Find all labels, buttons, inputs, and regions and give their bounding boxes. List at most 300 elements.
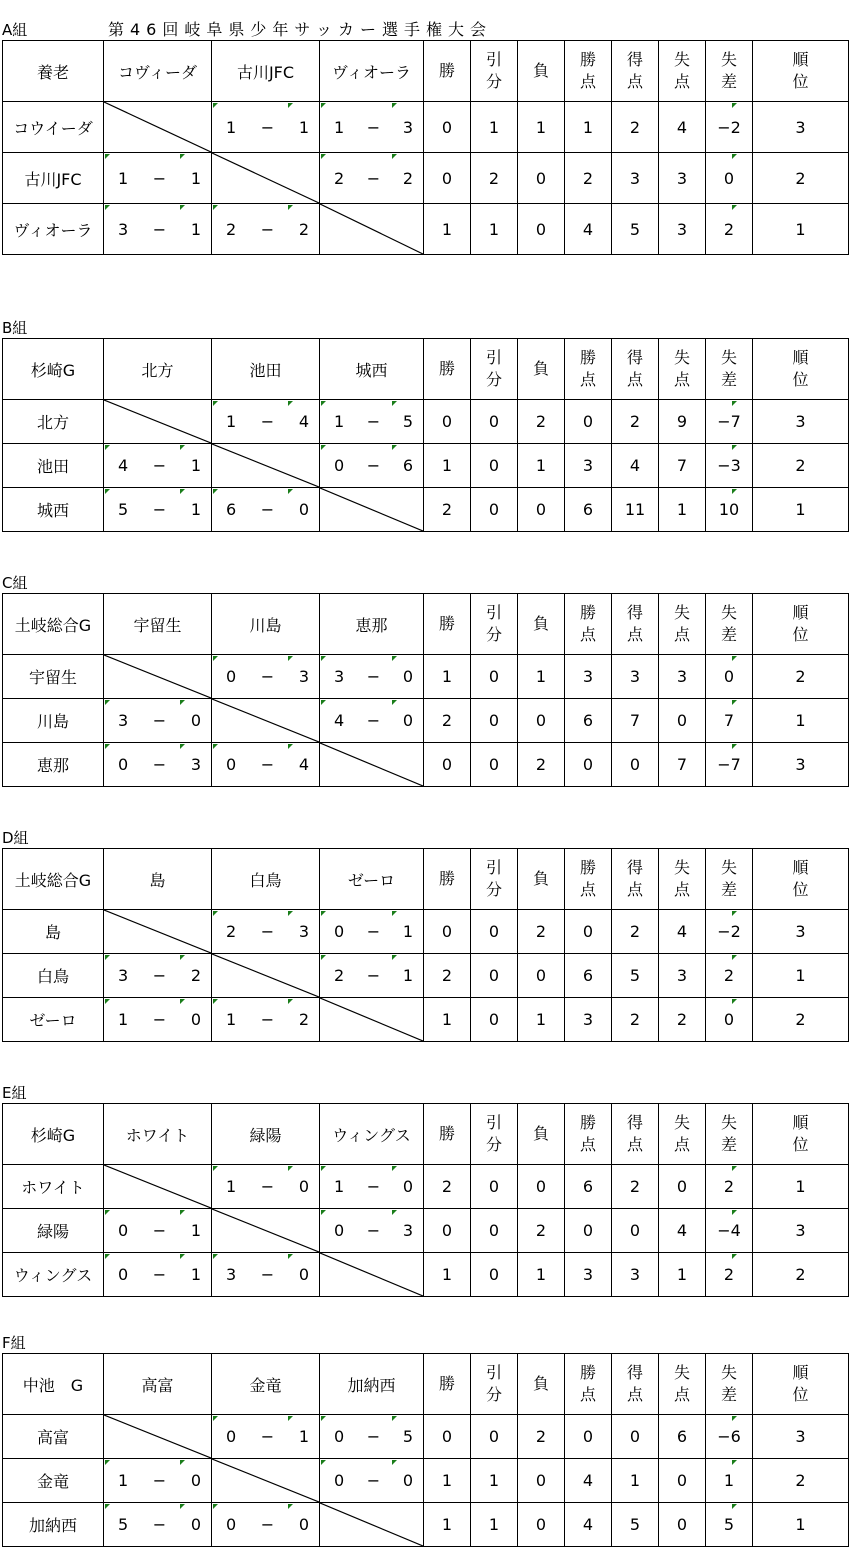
comment-flag-icon bbox=[288, 1254, 293, 1259]
stat-cell: 2 bbox=[753, 1459, 849, 1503]
score-cell bbox=[104, 204, 212, 255]
stat-header-label: 失 点 bbox=[673, 858, 690, 899]
score-cell bbox=[212, 102, 320, 153]
group-block bbox=[0, 808, 849, 1030]
stat-cell: 0 bbox=[518, 1503, 565, 1547]
stat-header bbox=[706, 594, 753, 655]
stat-header bbox=[612, 1354, 659, 1415]
goals-for: 2 bbox=[334, 966, 345, 985]
score-separator: − bbox=[260, 1515, 275, 1534]
goals-for: 0 bbox=[226, 667, 237, 686]
stat-cell: 11 bbox=[612, 488, 659, 532]
score bbox=[320, 169, 423, 188]
comment-flag-icon bbox=[392, 1416, 397, 1421]
group-label: F組 bbox=[2, 1334, 26, 1352]
goals-for: 2 bbox=[226, 219, 237, 239]
score bbox=[212, 755, 319, 774]
stat-header-label: 失 差 bbox=[720, 1113, 737, 1154]
score bbox=[104, 1471, 211, 1490]
score bbox=[212, 220, 319, 239]
score bbox=[104, 1265, 211, 1284]
stat-cell: 1 bbox=[424, 655, 471, 699]
score-separator: − bbox=[152, 1265, 167, 1284]
goals-against: 2 bbox=[402, 168, 413, 188]
comment-flag-icon bbox=[321, 955, 326, 960]
stat-header bbox=[565, 339, 612, 400]
stat-cell: 1 bbox=[753, 699, 849, 743]
stat-header-label: 勝 bbox=[438, 1124, 455, 1143]
goals-against: 2 bbox=[298, 1010, 309, 1029]
goals-against: 1 bbox=[190, 500, 201, 519]
stat-cell: 0 bbox=[424, 102, 471, 153]
diagonal-cell bbox=[104, 400, 212, 444]
goals-for: 0 bbox=[334, 1427, 345, 1446]
comment-flag-icon bbox=[732, 489, 737, 494]
stat-cell: 6 bbox=[565, 488, 612, 532]
score-cell bbox=[212, 400, 320, 444]
score-separator: − bbox=[366, 966, 381, 985]
goals-against: 1 bbox=[190, 168, 201, 188]
comment-flag-icon bbox=[732, 1166, 737, 1171]
comment-flag-icon bbox=[392, 911, 397, 916]
stat-cell: 0 bbox=[471, 998, 518, 1042]
goals-for: 1 bbox=[334, 1177, 345, 1196]
stat-header-label: 勝 点 bbox=[579, 1363, 596, 1404]
comment-flag-icon bbox=[392, 1460, 397, 1465]
comment-flag-icon bbox=[213, 1416, 218, 1421]
comment-flag-icon bbox=[732, 401, 737, 406]
score-separator: − bbox=[366, 1427, 381, 1446]
goals-against: 1 bbox=[298, 1427, 309, 1446]
page-title: 第46回岐阜県少年サッカー選手権大会 bbox=[108, 20, 493, 39]
stat-cell: 2 bbox=[518, 1209, 565, 1253]
team-header: ヴィオーラ bbox=[320, 41, 424, 102]
score-separator: − bbox=[152, 219, 167, 239]
stat-header-label: 順 位 bbox=[792, 1363, 809, 1404]
stat-header-label: 負 bbox=[532, 1124, 549, 1143]
stat-header-label: 失 点 bbox=[673, 1113, 690, 1154]
comment-flag-icon bbox=[732, 1210, 737, 1215]
diagonal-cell bbox=[320, 743, 424, 787]
stat-cell: 1 bbox=[706, 1459, 753, 1503]
stat-cell: 2 bbox=[424, 954, 471, 998]
stat-header-label: 負 bbox=[532, 614, 549, 633]
score-separator: − bbox=[366, 168, 381, 188]
goals-against: 1 bbox=[190, 219, 201, 239]
stat-cell: 0 bbox=[659, 699, 706, 743]
goals-for: 1 bbox=[226, 412, 237, 431]
venue-cell: 杉崎G bbox=[3, 1104, 104, 1165]
stat-header bbox=[706, 849, 753, 910]
goals-against: 0 bbox=[190, 1010, 201, 1029]
stat-cell: 4 bbox=[659, 1209, 706, 1253]
stat-header bbox=[706, 339, 753, 400]
goals-against: 3 bbox=[298, 667, 309, 686]
stat-header-label: 勝 bbox=[438, 614, 455, 633]
score-cell bbox=[320, 153, 424, 204]
diagonal-cell bbox=[104, 102, 212, 153]
comment-flag-icon bbox=[732, 744, 737, 749]
score bbox=[212, 500, 319, 519]
row-team-name: コウイーダ bbox=[3, 102, 104, 153]
group-block bbox=[0, 298, 849, 520]
goals-for: 2 bbox=[334, 168, 345, 188]
comment-flag-icon bbox=[213, 656, 218, 661]
score-cell bbox=[212, 1415, 320, 1459]
comment-flag-icon bbox=[105, 489, 110, 494]
table-row bbox=[3, 1209, 849, 1253]
table-row bbox=[3, 954, 849, 998]
comment-flag-icon bbox=[392, 656, 397, 661]
group-block bbox=[0, 0, 849, 240]
score bbox=[320, 118, 423, 137]
diagonal-line bbox=[104, 400, 211, 443]
stat-header bbox=[753, 41, 849, 102]
comment-flag-icon bbox=[321, 700, 326, 705]
score bbox=[212, 1427, 319, 1446]
score bbox=[212, 667, 319, 686]
table-row bbox=[3, 743, 849, 787]
stat-header bbox=[612, 849, 659, 910]
row-team-name: 金竜 bbox=[3, 1459, 104, 1503]
stat-cell: 0 bbox=[565, 400, 612, 444]
score-separator: − bbox=[260, 219, 275, 239]
comment-flag-icon bbox=[392, 103, 397, 108]
stat-cell: 2 bbox=[706, 1253, 753, 1297]
stat-header-label: 失 点 bbox=[673, 50, 690, 91]
row-team-name: ホワイト bbox=[3, 1165, 104, 1209]
diagonal-cell bbox=[320, 998, 424, 1042]
team-header: 城西 bbox=[320, 339, 424, 400]
row-team-name: 池田 bbox=[3, 444, 104, 488]
stat-cell: 3 bbox=[612, 655, 659, 699]
stat-header bbox=[612, 41, 659, 102]
score-separator: − bbox=[152, 755, 167, 774]
score-separator: − bbox=[260, 117, 275, 137]
diagonal-line bbox=[212, 1209, 319, 1252]
diagonal-cell bbox=[320, 1503, 424, 1547]
goals-against: 2 bbox=[190, 966, 201, 985]
stat-header-label: 失 差 bbox=[720, 603, 737, 644]
stat-cell: 2 bbox=[612, 400, 659, 444]
comment-flag-icon bbox=[392, 154, 397, 159]
comment-flag-icon bbox=[105, 1504, 110, 1509]
stat-cell: 1 bbox=[518, 1253, 565, 1297]
stat-cell: 3 bbox=[659, 204, 706, 255]
comment-flag-icon bbox=[105, 744, 110, 749]
stat-cell: 0 bbox=[471, 1165, 518, 1209]
stat-header-label: 順 位 bbox=[792, 1113, 809, 1154]
venue-cell: 杉崎G bbox=[3, 339, 104, 400]
score bbox=[104, 966, 211, 985]
score-cell bbox=[320, 954, 424, 998]
goals-against: 4 bbox=[298, 412, 309, 431]
row-team-name: ウィングス bbox=[3, 1253, 104, 1297]
stat-cell: 1 bbox=[753, 488, 849, 532]
score-separator: − bbox=[260, 412, 275, 431]
stat-header bbox=[565, 1354, 612, 1415]
comment-flag-icon bbox=[213, 103, 218, 108]
score-separator: − bbox=[152, 711, 167, 730]
stat-cell: 2 bbox=[612, 102, 659, 153]
stat-cell: 1 bbox=[518, 444, 565, 488]
score bbox=[320, 456, 423, 475]
table-row bbox=[3, 444, 849, 488]
score-separator: − bbox=[152, 1010, 167, 1029]
comment-flag-icon bbox=[732, 154, 737, 159]
comment-flag-icon bbox=[321, 1210, 326, 1215]
goals-for: 0 bbox=[226, 1427, 237, 1446]
stat-cell: 0 bbox=[706, 655, 753, 699]
comment-flag-icon bbox=[105, 999, 110, 1004]
stat-cell: 3 bbox=[753, 910, 849, 954]
stat-cell: 2 bbox=[518, 1415, 565, 1459]
score bbox=[212, 118, 319, 137]
stat-cell: 2 bbox=[706, 954, 753, 998]
stat-cell: 5 bbox=[612, 1503, 659, 1547]
stat-header bbox=[518, 849, 565, 910]
goals-against: 0 bbox=[190, 1515, 201, 1534]
score bbox=[212, 412, 319, 431]
comment-flag-icon bbox=[392, 700, 397, 705]
stat-cell: 0 bbox=[659, 1459, 706, 1503]
diagonal-line bbox=[320, 743, 423, 786]
score bbox=[320, 667, 423, 686]
comment-flag-icon bbox=[288, 205, 293, 210]
comment-flag-icon bbox=[105, 1460, 110, 1465]
score-cell bbox=[104, 998, 212, 1042]
stat-header bbox=[424, 594, 471, 655]
score-cell bbox=[104, 699, 212, 743]
stat-cell: 1 bbox=[659, 488, 706, 532]
stat-cell: 2 bbox=[518, 743, 565, 787]
diagonal-line bbox=[212, 699, 319, 742]
comment-flag-icon bbox=[732, 999, 737, 1004]
goals-for: 0 bbox=[334, 1221, 345, 1240]
stat-cell: −6 bbox=[706, 1415, 753, 1459]
stat-cell: −2 bbox=[706, 910, 753, 954]
diagonal-cell bbox=[320, 488, 424, 532]
stat-header bbox=[612, 1104, 659, 1165]
goals-for: 4 bbox=[334, 711, 345, 730]
stat-header-label: 勝 bbox=[438, 61, 455, 80]
row-team-name: 白鳥 bbox=[3, 954, 104, 998]
stat-cell: −7 bbox=[706, 743, 753, 787]
stat-cell: 3 bbox=[753, 743, 849, 787]
diagonal-line bbox=[320, 1253, 423, 1296]
stat-cell: 2 bbox=[612, 998, 659, 1042]
diagonal-cell bbox=[104, 1415, 212, 1459]
stat-cell: 0 bbox=[471, 743, 518, 787]
stat-header-label: 失 差 bbox=[720, 858, 737, 899]
score-cell bbox=[104, 954, 212, 998]
stat-header bbox=[659, 41, 706, 102]
score-separator: − bbox=[366, 1471, 381, 1490]
stat-header-label: 失 差 bbox=[720, 348, 737, 389]
stat-cell: 0 bbox=[471, 1415, 518, 1459]
score-cell bbox=[104, 444, 212, 488]
comment-flag-icon bbox=[392, 1210, 397, 1215]
stat-header bbox=[565, 594, 612, 655]
goals-for: 1 bbox=[334, 412, 345, 431]
table-row bbox=[3, 1503, 849, 1547]
row-team-name: 川島 bbox=[3, 699, 104, 743]
score bbox=[320, 1177, 423, 1196]
comment-flag-icon bbox=[213, 205, 218, 210]
score-separator: − bbox=[366, 711, 381, 730]
goals-against: 0 bbox=[402, 667, 413, 686]
row-team-name: 恵那 bbox=[3, 743, 104, 787]
score bbox=[104, 755, 211, 774]
stat-cell: 4 bbox=[612, 444, 659, 488]
goals-against: 0 bbox=[298, 500, 309, 519]
team-header: 恵那 bbox=[320, 594, 424, 655]
comment-flag-icon bbox=[321, 656, 326, 661]
comment-flag-icon bbox=[732, 1254, 737, 1259]
score-cell bbox=[104, 488, 212, 532]
stat-header-label: 引 分 bbox=[485, 50, 502, 91]
score-cell bbox=[212, 1503, 320, 1547]
row-team-name: ヴィオーラ bbox=[3, 204, 104, 255]
goals-against: 1 bbox=[298, 117, 309, 137]
score-cell bbox=[320, 910, 424, 954]
goals-for: 0 bbox=[226, 755, 237, 774]
stat-cell: 0 bbox=[424, 910, 471, 954]
table-row bbox=[3, 488, 849, 532]
comment-flag-icon bbox=[105, 205, 110, 210]
comment-flag-icon bbox=[732, 700, 737, 705]
stat-cell: 0 bbox=[471, 488, 518, 532]
goals-for: 0 bbox=[118, 755, 129, 774]
score-separator: − bbox=[260, 1265, 275, 1284]
stat-header-label: 勝 点 bbox=[579, 1113, 596, 1154]
stat-header bbox=[706, 1354, 753, 1415]
comment-flag-icon bbox=[288, 103, 293, 108]
comment-flag-icon bbox=[288, 999, 293, 1004]
stat-header-label: 失 差 bbox=[720, 1363, 737, 1404]
team-header: 古川JFC bbox=[212, 41, 320, 102]
comment-flag-icon bbox=[321, 401, 326, 406]
stat-header bbox=[471, 1104, 518, 1165]
stat-cell: 0 bbox=[471, 444, 518, 488]
diagonal-line bbox=[212, 1459, 319, 1502]
stat-cell: 3 bbox=[753, 102, 849, 153]
table-row bbox=[3, 699, 849, 743]
stat-header bbox=[424, 1354, 471, 1415]
stat-header-label: 引 分 bbox=[485, 348, 502, 389]
stat-cell: 0 bbox=[471, 1209, 518, 1253]
comment-flag-icon bbox=[288, 401, 293, 406]
stat-cell: 0 bbox=[518, 153, 565, 204]
stat-header-label: 勝 点 bbox=[579, 50, 596, 91]
stat-header-label: 負 bbox=[532, 869, 549, 888]
comment-flag-icon bbox=[288, 489, 293, 494]
table-row bbox=[3, 910, 849, 954]
score-cell bbox=[212, 488, 320, 532]
score-cell bbox=[104, 1253, 212, 1297]
comment-flag-icon bbox=[392, 1166, 397, 1171]
diagonal-cell bbox=[104, 1165, 212, 1209]
stat-cell: 2 bbox=[706, 1165, 753, 1209]
stat-cell: 5 bbox=[612, 204, 659, 255]
stat-cell: 0 bbox=[659, 1165, 706, 1209]
score-separator: − bbox=[152, 966, 167, 985]
row-team-name: 北方 bbox=[3, 400, 104, 444]
stat-cell: 2 bbox=[612, 1165, 659, 1209]
comment-flag-icon bbox=[392, 401, 397, 406]
comment-flag-icon bbox=[288, 656, 293, 661]
score bbox=[212, 922, 319, 941]
goals-for: 0 bbox=[226, 1515, 237, 1534]
score-cell bbox=[104, 743, 212, 787]
score bbox=[212, 1177, 319, 1196]
diagonal-cell bbox=[104, 655, 212, 699]
stat-header-label: 勝 点 bbox=[579, 348, 596, 389]
score-cell bbox=[212, 910, 320, 954]
diagonal-cell bbox=[320, 204, 424, 255]
stat-cell: 7 bbox=[612, 699, 659, 743]
score-cell bbox=[212, 1253, 320, 1297]
stat-cell: 0 bbox=[518, 204, 565, 255]
stat-cell: 0 bbox=[471, 400, 518, 444]
goals-for: 6 bbox=[226, 500, 237, 519]
comment-flag-icon bbox=[732, 445, 737, 450]
comment-flag-icon bbox=[288, 1166, 293, 1171]
stat-cell: 1 bbox=[518, 102, 565, 153]
venue-cell: 土岐総合G bbox=[3, 849, 104, 910]
goals-for: 3 bbox=[118, 711, 129, 730]
table-row bbox=[3, 655, 849, 699]
score-separator: − bbox=[366, 412, 381, 431]
comment-flag-icon bbox=[180, 1254, 185, 1259]
stat-cell: 3 bbox=[612, 153, 659, 204]
row-team-name: 高富 bbox=[3, 1415, 104, 1459]
goals-against: 1 bbox=[190, 456, 201, 475]
stat-cell: 1 bbox=[424, 1503, 471, 1547]
goals-against: 1 bbox=[402, 966, 413, 985]
row-team-name: 古川JFC bbox=[3, 153, 104, 204]
standings-table bbox=[2, 848, 849, 1042]
stat-cell: 0 bbox=[612, 743, 659, 787]
standings-table bbox=[2, 593, 849, 787]
diagonal-cell bbox=[320, 1253, 424, 1297]
comment-flag-icon bbox=[180, 445, 185, 450]
comment-flag-icon bbox=[288, 1416, 293, 1421]
score-separator: − bbox=[260, 1010, 275, 1029]
stat-cell: 2 bbox=[424, 1165, 471, 1209]
goals-against: 0 bbox=[298, 1265, 309, 1284]
score-cell bbox=[104, 1503, 212, 1547]
stat-header bbox=[753, 849, 849, 910]
comment-flag-icon bbox=[213, 744, 218, 749]
stat-cell: 2 bbox=[753, 444, 849, 488]
goals-against: 3 bbox=[298, 922, 309, 941]
stat-cell: 0 bbox=[518, 699, 565, 743]
comment-flag-icon bbox=[288, 1504, 293, 1509]
stat-cell: 2 bbox=[518, 400, 565, 444]
diagonal-line bbox=[212, 954, 319, 997]
table-row bbox=[3, 1253, 849, 1297]
stat-header-label: 引 分 bbox=[485, 603, 502, 644]
score-cell bbox=[320, 1415, 424, 1459]
stat-cell: 2 bbox=[753, 998, 849, 1042]
score-separator: − bbox=[260, 1177, 275, 1196]
comment-flag-icon bbox=[732, 656, 737, 661]
team-header: 白鳥 bbox=[212, 849, 320, 910]
stat-header bbox=[518, 1354, 565, 1415]
stat-cell: 2 bbox=[659, 998, 706, 1042]
table-row bbox=[3, 1415, 849, 1459]
